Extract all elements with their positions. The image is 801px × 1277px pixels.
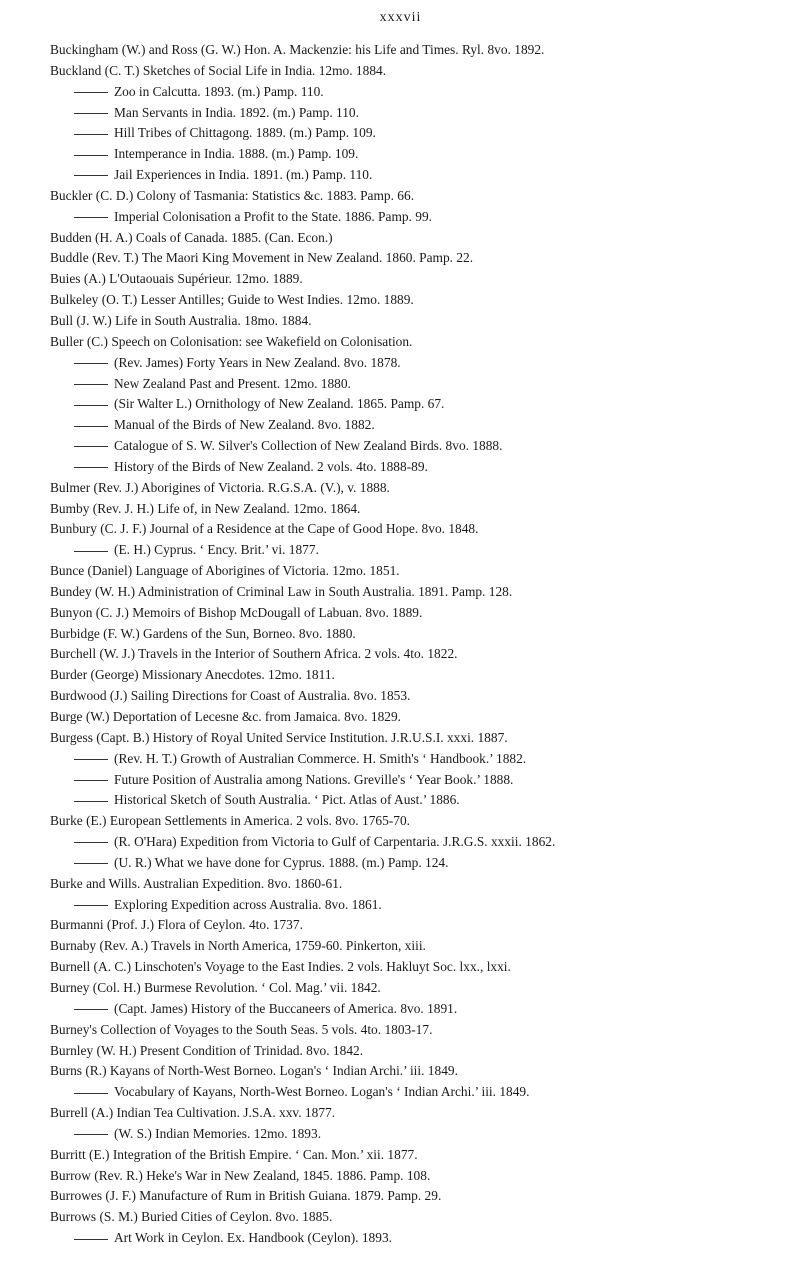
entry-text: Burrow (Rev. R.) Heke's War in New Zealand, 1845. 1886. Pamp. 108. <box>50 1167 431 1183</box>
catalogue-entry <box>50 707 787 728</box>
ditto-dash <box>74 780 108 781</box>
entry-text: Vocabulary of Kayans, North-West Borneo. Logan's ‘ Indian Archi.’ iii. 1849. <box>114 1084 530 1100</box>
entry-text: (R. O'Hara) Expedition from Victoria to Gulf of Carpentaria. J.R.G.S. xxxii. 1862. <box>114 834 556 850</box>
entry-text: History of the Birds of New Zealand. 2 vols. 4to. 1888-89. <box>114 458 428 474</box>
catalogue-entry <box>50 332 787 353</box>
entry-text: Jail Experiences in India. 1891. (m.) Pamp. 110. <box>114 167 373 183</box>
entry-text: Buller (C.) Speech on Colonisation: see Wakefield on Colonisation. <box>50 333 413 349</box>
catalogue-entry <box>50 624 787 645</box>
catalogue-entry <box>50 186 787 207</box>
ditto-dash <box>74 155 108 156</box>
catalogue-entry <box>50 978 787 999</box>
catalogue-entry <box>50 832 787 853</box>
catalogue-entry <box>50 207 787 228</box>
catalogue-entry <box>50 1186 787 1207</box>
entry-text: Historical Sketch of South Australia. ‘ Pict. Atlas of Aust.’ 1886. <box>114 792 460 808</box>
catalogue-entry <box>50 123 787 144</box>
entry-text: (Sir Walter L.) Ornithology of New Zealand. 1865. Pamp. 67. <box>114 396 445 412</box>
entry-text: Burritt (E.) Integration of the British Empire. ‘ Can. Mon.’ xii. 1877. <box>50 1146 418 1162</box>
entry-text: Bull (J. W.) Life in South Australia. 18mo. 1884. <box>50 312 312 328</box>
entry-text: Exploring Expedition across Australia. 8vo. 1861. <box>114 896 382 912</box>
catalogue-entry <box>50 40 787 61</box>
catalogue-entry <box>50 770 787 791</box>
entry-text: Burrows (S. M.) Buried Cities of Ceylon. 8vo. 1885. <box>50 1209 333 1225</box>
entry-text: Burney (Col. H.) Burmese Revolution. ‘ Col. Mag.’ vii. 1842. <box>50 979 381 995</box>
ditto-dash <box>74 405 108 406</box>
catalogue-entry <box>50 1020 787 1041</box>
catalogue-entry <box>50 1207 787 1228</box>
catalogue-entry <box>50 603 787 624</box>
entry-text: Burrell (A.) Indian Tea Cultivation. J.S.A. xxv. 1877. <box>50 1105 336 1121</box>
ditto-dash <box>74 467 108 468</box>
catalogue-entry <box>50 1041 787 1062</box>
catalogue-entry <box>50 853 787 874</box>
entry-text: Budden (H. A.) Coals of Canada. 1885. (Can. Econ.) <box>50 229 333 245</box>
catalogue-entry <box>50 749 787 770</box>
entry-text: Manual of the Birds of New Zealand. 8vo. 1882. <box>114 417 375 433</box>
entry-text: Burder (George) Missionary Anecdotes. 12mo. 1811. <box>50 667 335 683</box>
catalogue-entry <box>50 1145 787 1166</box>
entry-text: Catalogue of S. W. Silver's Collection of New Zealand Birds. 8vo. 1888. <box>114 438 503 454</box>
catalogue-entry <box>50 290 787 311</box>
ditto-dash <box>74 217 108 218</box>
entry-text: Buckingham (W.) and Ross (G. W.) Hon. A. Mackenzie: his Life and Times. Ryl. 8vo. 1892. <box>50 42 545 57</box>
entry-text: Hill Tribes of Chittagong. 1889. (m.) Pamp. 109. <box>114 125 376 141</box>
entry-text: (E. H.) Cyprus. ‘ Ency. Brit.’ vi. 1877. <box>114 542 319 558</box>
entry-text: Man Servants in India. 1892. (m.) Pamp. 110. <box>114 104 359 120</box>
entry-text: Intemperance in India. 1888. (m.) Pamp. 109. <box>114 146 359 162</box>
ditto-dash <box>74 905 108 906</box>
entry-text: New Zealand Past and Present. 12mo. 1880. <box>114 375 351 391</box>
catalogue-entry <box>50 478 787 499</box>
ditto-dash <box>74 759 108 760</box>
catalogue-entry <box>50 1124 787 1145</box>
entry-text: Burdwood (J.) Sailing Directions for Coast of Australia. 8vo. 1853. <box>50 688 411 704</box>
entry-text: Burke (E.) European Settlements in America. 2 vols. 8vo. 1765-70. <box>50 813 410 829</box>
ditto-dash <box>74 551 108 552</box>
ditto-dash <box>74 113 108 114</box>
catalogue-entries <box>50 40 787 1249</box>
ditto-dash <box>74 446 108 447</box>
entry-text: Buckler (C. D.) Colony of Tasmania: Statistics &c. 1883. Pamp. 66. <box>50 187 415 203</box>
catalogue-entry <box>50 540 787 561</box>
catalogue-entry <box>50 353 787 374</box>
catalogue-entry <box>50 686 787 707</box>
catalogue-entry <box>50 644 787 665</box>
catalogue-entry <box>50 936 787 957</box>
entry-text: Zoo in Calcutta. 1893. (m.) Pamp. 110. <box>114 83 324 99</box>
entry-text: (Rev. H. T.) Growth of Australian Commerce. H. Smith's ‘ Handbook.’ 1882. <box>114 750 527 766</box>
catalogue-entry <box>50 582 787 603</box>
catalogue-entry <box>50 499 787 520</box>
entry-text: Burnley (W. H.) Present Condition of Trinidad. 8vo. 1842. <box>50 1042 364 1058</box>
catalogue-entry <box>50 999 787 1020</box>
entry-text: Future Position of Australia among Nations. Greville's ‘ Year Book.’ 1888. <box>114 771 514 787</box>
entry-text: Burnaby (Rev. A.) Travels in North America, 1759-60. Pinkerton, xiii. <box>50 938 426 954</box>
catalogue-entry <box>50 519 787 540</box>
catalogue-entry <box>50 915 787 936</box>
catalogue-entry <box>50 1082 787 1103</box>
entry-text: Bulkeley (O. T.) Lesser Antilles; Guide to West Indies. 12mo. 1889. <box>50 292 414 308</box>
catalogue-entry <box>50 1061 787 1082</box>
ditto-dash <box>74 842 108 843</box>
page-number: xxxvii <box>379 10 422 25</box>
ditto-dash <box>74 363 108 364</box>
catalogue-entry <box>50 561 787 582</box>
catalogue-entry <box>50 1228 787 1249</box>
catalogue-entry <box>50 457 787 478</box>
catalogue-entry <box>50 144 787 165</box>
catalogue-entry <box>50 61 787 82</box>
entry-text: Buddle (Rev. T.) The Maori King Movement in New Zealand. 1860. Pamp. 22. <box>50 250 474 266</box>
entry-text: Burns (R.) Kayans of North-West Borneo. Logan's ‘ Indian Archi.’ iii. 1849. <box>50 1063 458 1079</box>
catalogue-entry <box>50 436 787 457</box>
catalogue-entry <box>50 103 787 124</box>
catalogue-entry <box>50 374 787 395</box>
catalogue-entry <box>50 1103 787 1124</box>
ditto-dash <box>74 134 108 135</box>
entry-text: Bunyon (C. J.) Memoirs of Bishop McDougall of Labuan. 8vo. 1889. <box>50 604 423 620</box>
entry-text: (U. R.) What we have done for Cyprus. 1888. (m.) Pamp. 124. <box>114 854 449 870</box>
entry-text: Burrowes (J. F.) Manufacture of Rum in British Guiana. 1879. Pamp. 29. <box>50 1188 442 1204</box>
entry-text: (Capt. James) History of the Buccaneers of America. 8vo. 1891. <box>114 1000 458 1016</box>
ditto-dash <box>74 863 108 864</box>
entry-text: Burbidge (F. W.) Gardens of the Sun, Borneo. 8vo. 1880. <box>50 625 356 641</box>
catalogue-entry <box>50 228 787 249</box>
catalogue-entry <box>50 728 787 749</box>
entry-text: Bulmer (Rev. J.) Aborigines of Victoria. R.G.S.A. (V.), v. 1888. <box>50 479 390 495</box>
entry-text: Burney's Collection of Voyages to the South Seas. 5 vols. 4to. 1803-17. <box>50 1021 433 1037</box>
catalogue-entry <box>50 790 787 811</box>
entry-text: Burmanni (Prof. J.) Flora of Ceylon. 4to. 1737. <box>50 917 303 933</box>
ditto-dash <box>74 1009 108 1010</box>
ditto-dash <box>74 384 108 385</box>
entry-text: Bundey (W. H.) Administration of Criminal Law in South Australia. 1891. Pamp. 128. <box>50 583 513 599</box>
catalogue-entry <box>50 665 787 686</box>
catalogue-entry <box>50 269 787 290</box>
catalogue-entry <box>50 311 787 332</box>
catalogue-entry <box>50 957 787 978</box>
ditto-dash <box>74 92 108 93</box>
ditto-dash <box>74 1093 108 1094</box>
catalogue-entry <box>50 394 787 415</box>
ditto-dash <box>74 1239 108 1240</box>
catalogue-entry <box>50 82 787 103</box>
ditto-dash <box>74 1134 108 1135</box>
entry-text: Burge (W.) Deportation of Lecesne &c. from Jamaica. 8vo. 1829. <box>50 709 402 724</box>
catalogue-entry <box>50 248 787 269</box>
catalogue-entry <box>50 415 787 436</box>
catalogue-entry <box>50 874 787 895</box>
ditto-dash <box>74 426 108 427</box>
entry-text: (Rev. James) Forty Years in New Zealand. 8vo. 1878. <box>114 354 401 370</box>
entry-text: (W. S.) Indian Memories. 12mo. 1893. <box>114 1125 322 1141</box>
catalogue-entry <box>50 811 787 832</box>
catalogue-entry <box>50 895 787 916</box>
catalogue-entry <box>50 1166 787 1187</box>
catalogue-entry <box>50 165 787 186</box>
entry-text: Burgess (Capt. B.) History of Royal United Service Institution. J.R.U.S.I. xxxi. 1887. <box>50 729 508 745</box>
entry-text: Burchell (W. J.) Travels in the Interior of Southern Africa. 2 vols. 4to. 1822. <box>50 646 458 662</box>
ditto-dash <box>74 175 108 176</box>
entry-text: Bumby (Rev. J. H.) Life of, in New Zealand. 12mo. 1864. <box>50 500 361 516</box>
entry-text: Burke and Wills. Australian Expedition. 8vo. 1860-61. <box>50 875 343 891</box>
ditto-dash <box>74 801 108 802</box>
entry-text: Bunbury (C. J. F.) Journal of a Residence at the Cape of Good Hope. 8vo. 1848. <box>50 521 479 537</box>
entry-text: Buckland (C. T.) Sketches of Social Life in India. 12mo. 1884. <box>50 62 387 78</box>
entry-text: Burnell (A. C.) Linschoten's Voyage to the East Indies. 2 vols. Hakluyt Soc. lxx., lxxi. <box>50 959 511 975</box>
entry-text: Art Work in Ceylon. Ex. Handbook (Ceylon). 1893. <box>114 1230 392 1246</box>
entry-text: Bunce (Daniel) Language of Aborigines of Victoria. 12mo. 1851. <box>50 563 400 579</box>
entry-text: Buies (A.) L'Outaouais Supérieur. 12mo. 1889. <box>50 271 303 287</box>
entry-text: Imperial Colonisation a Profit to the State. 1886. Pamp. 99. <box>114 208 432 224</box>
